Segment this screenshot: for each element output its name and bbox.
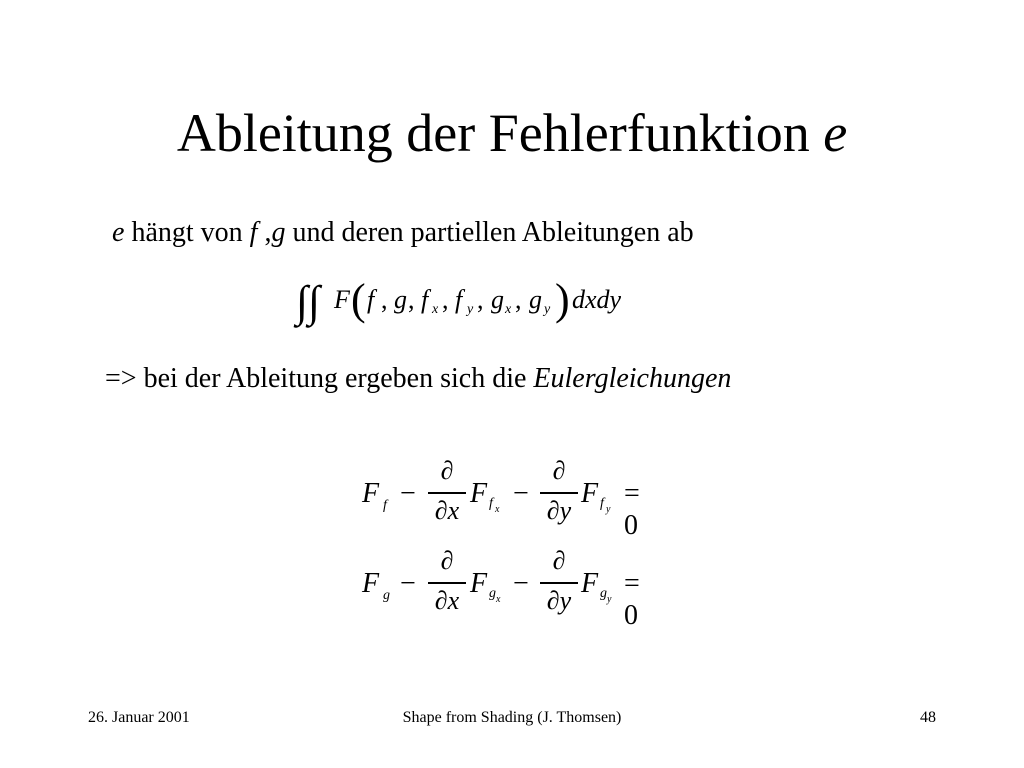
arg-comma: , — [515, 285, 522, 314]
subscript: g — [489, 586, 496, 601]
partial-x: ∂x — [434, 496, 460, 525]
sub-y: y — [544, 302, 551, 317]
fraction-bar — [540, 582, 578, 584]
minus-sign: − — [400, 478, 416, 509]
minus-sign: − — [400, 568, 416, 599]
subscript: f — [383, 498, 387, 513]
F-term: F — [362, 478, 380, 509]
equals-zero: = 0 — [624, 568, 640, 631]
equals-zero: = 0 — [624, 478, 640, 541]
F-term: F — [581, 568, 599, 599]
sub-subscript: y — [607, 594, 612, 605]
arg-comma: , — [408, 285, 415, 314]
text-segment: hängt von — [124, 217, 250, 248]
partial-symbol: ∂ — [552, 546, 566, 575]
fraction-bar — [428, 492, 466, 494]
differentials: dxdy — [572, 285, 622, 314]
right-paren: ) — [555, 275, 570, 324]
F-term: F — [470, 478, 488, 509]
sub-subscript: y — [606, 504, 611, 515]
partial-x-fraction — [426, 544, 468, 614]
var-f: f — [249, 217, 258, 248]
comma: , — [257, 217, 272, 248]
arg-comma: , — [442, 285, 449, 314]
arg-comma: , — [477, 285, 484, 314]
double-integral-symbol: ∫∫ — [296, 277, 321, 326]
partial-symbol: ∂ — [440, 456, 454, 485]
slide-title-variable: e — [823, 103, 848, 163]
sub-y: y — [467, 302, 474, 317]
arg-fx: f — [421, 285, 429, 314]
partial-y-fraction — [538, 454, 580, 524]
fraction-bar — [540, 492, 578, 494]
footer-date: 26. Januar 2001 — [88, 709, 190, 726]
F-term: F — [362, 568, 380, 599]
sub-x: x — [505, 302, 512, 317]
left-paren: ( — [351, 275, 366, 324]
var-g: g — [271, 217, 286, 248]
F-term: F — [470, 568, 488, 599]
partial-y: ∂y — [546, 496, 572, 525]
dependency-statement — [112, 216, 694, 250]
subscript: g — [383, 588, 390, 603]
slide-title — [0, 100, 1024, 166]
var-e: e — [112, 217, 125, 248]
partial-x: ∂x — [434, 586, 460, 615]
page-number: 48 — [920, 709, 936, 726]
F-term: F — [581, 478, 599, 509]
partial-x-fraction — [426, 454, 468, 524]
function-F: F — [334, 285, 350, 314]
euler-term: Eulergleichungen — [533, 363, 732, 394]
subscript: f — [600, 496, 604, 511]
text-segment: und deren partiellen Ableitungen ab — [285, 217, 694, 248]
partial-symbol: ∂ — [552, 456, 566, 485]
minus-sign: − — [513, 478, 529, 509]
arg-gx: g — [491, 285, 504, 314]
sub-subscript: x — [496, 594, 501, 605]
footer-title: Shape from Shading (J. Thomsen) — [402, 709, 622, 726]
euler-statement — [105, 362, 731, 396]
minus-sign: − — [513, 568, 529, 599]
text-segment: => bei der Ableitung ergeben sich die — [105, 363, 534, 394]
arg-f: f — [367, 285, 375, 314]
arg-fy: f — [455, 285, 463, 314]
partial-y: ∂y — [546, 586, 572, 615]
sub-x: x — [432, 302, 439, 317]
partial-symbol: ∂ — [440, 546, 454, 575]
slide-title-text: Ableitung der Fehlerfunktion — [176, 103, 824, 163]
arg-gy: g — [529, 285, 542, 314]
arg-comma: , — [381, 285, 388, 314]
sub-subscript: x — [495, 504, 500, 515]
fraction-bar — [428, 582, 466, 584]
subscript: g — [600, 586, 607, 601]
subscript: f — [489, 496, 493, 511]
partial-y-fraction — [538, 544, 580, 614]
arg-g: g — [394, 285, 407, 314]
